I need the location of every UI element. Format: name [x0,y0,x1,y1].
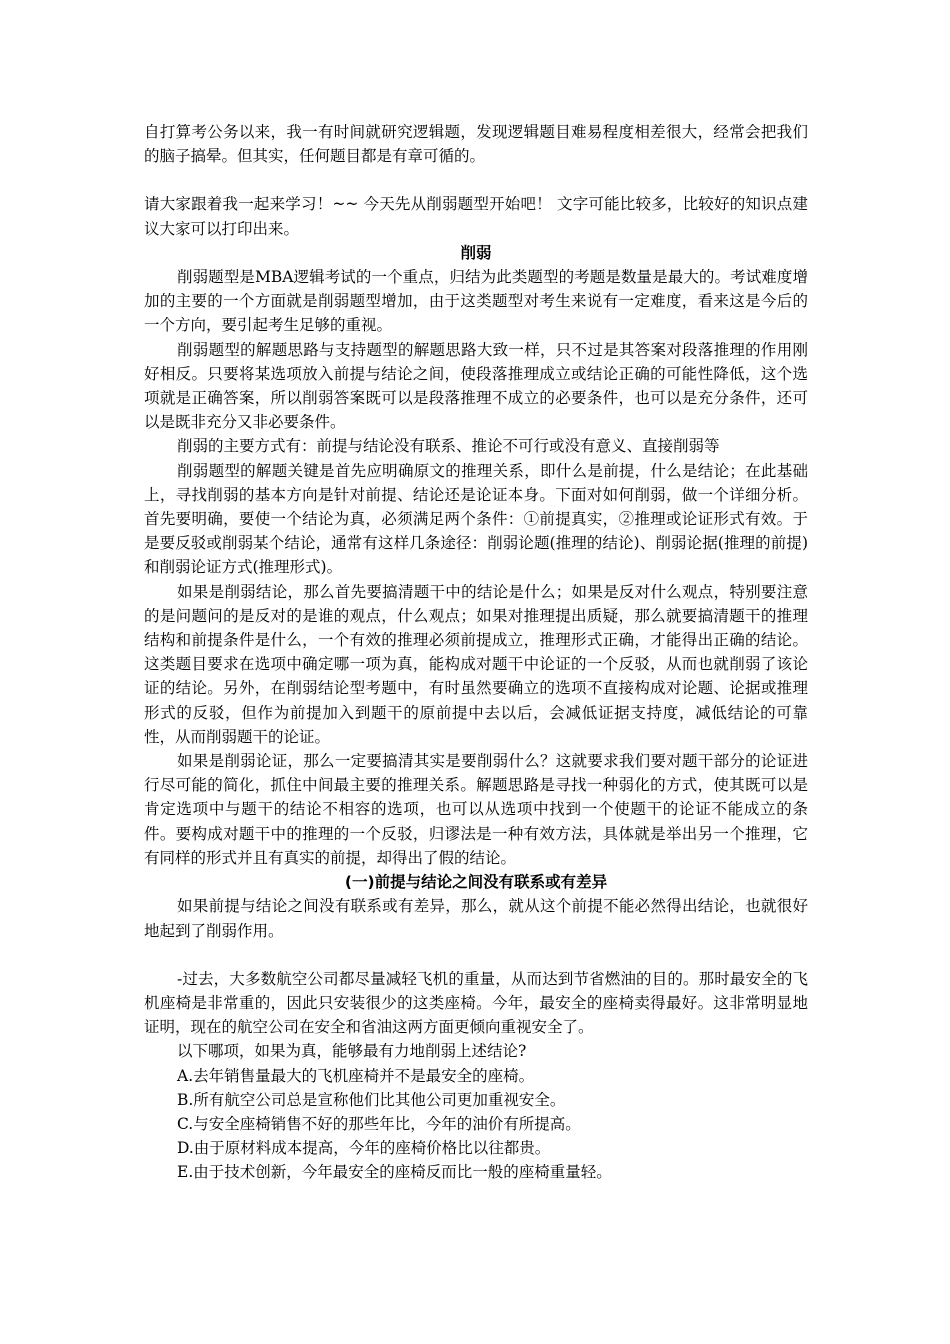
spacer [144,943,808,967]
section-title: 削弱 [460,243,492,262]
question-stem: -过去，大多数航空公司都尽量减轻飞机的重量，从而达到节省燃油的目的。那时最安全的飞机座椅是非常重的，因此只安装很少的这类座椅。今年，最安全的座椅卖得最好。这非常明显地证明，现在的航空公司在安全和省油这两方面更倾向重视安全了。 [144,969,808,1037]
option-a: A.去年销售量最大的飞机座椅并不是最安全的座椅。 [177,1066,535,1085]
body-paragraph-3: 削弱的主要方式有：前提与结论没有联系、推论不可行或没有意义、直接削弱等 [177,437,720,456]
body-paragraph-4: 削弱题型的解题关键是首先应明确原文的推理关系，即什么是前提，什么是结论；在此基础上，寻找削弱的基本方向是针对前提、结论还是论证本身。下面对如何削弱，做一个详细分析。首先要明确，要使一个结论为真，必须满足两个条件：①前提真实，②推理或论证形式有效。于是要反驳或削弱某个结论，通常有这样几条途径：削弱论题(推理的结论)、削弱论据(推理的前提)和削弱论证方式(推理形式)。 [144,461,808,577]
body-paragraph-1: 削弱题型是MBA逻辑考试的一个重点，归结为此类题型的考题是数量是最大的。考试难度增加的主要的一个方面就是削弱题型增加，由于这类题型对考生来说有一定难度，看来这是今后的一个方向，要引起考生足够的重视。 [144,268,808,335]
document-page [144,120,808,1185]
body-paragraph-2: 削弱题型的解题思路与支持题型的解题思路大致一样，只不过是其答案对段落推理的作用刚好相反。只要将某选项放入前提与结论之间，使段落推理成立或结论正确的可能性降低，这个选项就是正确答案，所以削弱答案既可以是段落推理不成立的必要条件，也可以是充分条件，还可以是既非充分又非必要条件。 [144,340,808,432]
body-paragraph-6: 如果是削弱论证，那么一定要搞清其实是要削弱什么？这就要求我们要对题干部分的论证进行尽可能的简化，抓住中间最主要的推理关系。解题思路是寻找一种弱化的方式，使其既可以是肯定选项中与题干的结论不相容的选项，也可以从选项中找到一个使题干的论证不能成立的条件。要构成对题干中的推理的一个反驳，归谬法是一种有效方法，具体就是举出另一个推理，它有同样的形式并且有真实的前提，却得出了假的结论。 [144,752,808,867]
subsection-paragraph: 如果前提与结论之间没有联系或有差异，那么，就从这个前提不能必然得出结论，也就很好地起到了削弱作用。 [144,897,808,940]
spacer [144,168,808,192]
option-d: D.由于原材料成本提高，今年的座椅价格比以往都贵。 [177,1139,551,1158]
intro-paragraph-1: 自打算考公务以来，我一有时间就研究逻辑题，发现逻辑题目难易程度相差很大，经常会把我们的脑子搞晕。但其实，任何题目都是有章可循的。 [144,123,808,166]
intro-paragraph-2: 请大家跟着我一起来学习！~~ 今天先从削弱题型开始吧！ 文字可能比较多，比较好的知识点建议大家可以打印出来。 [144,195,808,238]
subsection-title: (一)前提与结论之间没有联系或有差异 [344,873,608,892]
body-paragraph-5: 如果是削弱结论，那么首先要搞清题干中的结论是什么；如果是反对什么观点，特别要注意的是问题问的是反对的是谁的观点，什么观点；如果对推理提出质疑，那么就要搞清题干的推理结构和前提条件是什么，一个有效的推理必须前提成立，推理形式正确，才能得出正确的结论。这类题目要求在选项中确定哪一项为真，能构成对题干中论证的一个反驳，从而也就削弱了该论证的结论。另外，在削弱结论型考题中，有时虽然要确立的选项不直接构成对论题、论据或推理形式的反驳，但作为前提加入到题干的原前提中去以后，会减低证据支持度，减低结论的可靠性，从而削弱题干的论证。 [144,582,808,746]
option-e: E.由于技术创新，今年最安全的座椅反而比一般的座椅重量轻。 [177,1163,612,1182]
option-c: C.与安全座椅销售不好的那些年比，今年的油价有所提高。 [177,1114,581,1133]
option-b: B.所有航空公司总是宣称他们比其他公司更加重视安全。 [177,1090,566,1109]
question-prompt: 以下哪项，如果为真，能够最有力地削弱上述结论? [177,1042,527,1061]
